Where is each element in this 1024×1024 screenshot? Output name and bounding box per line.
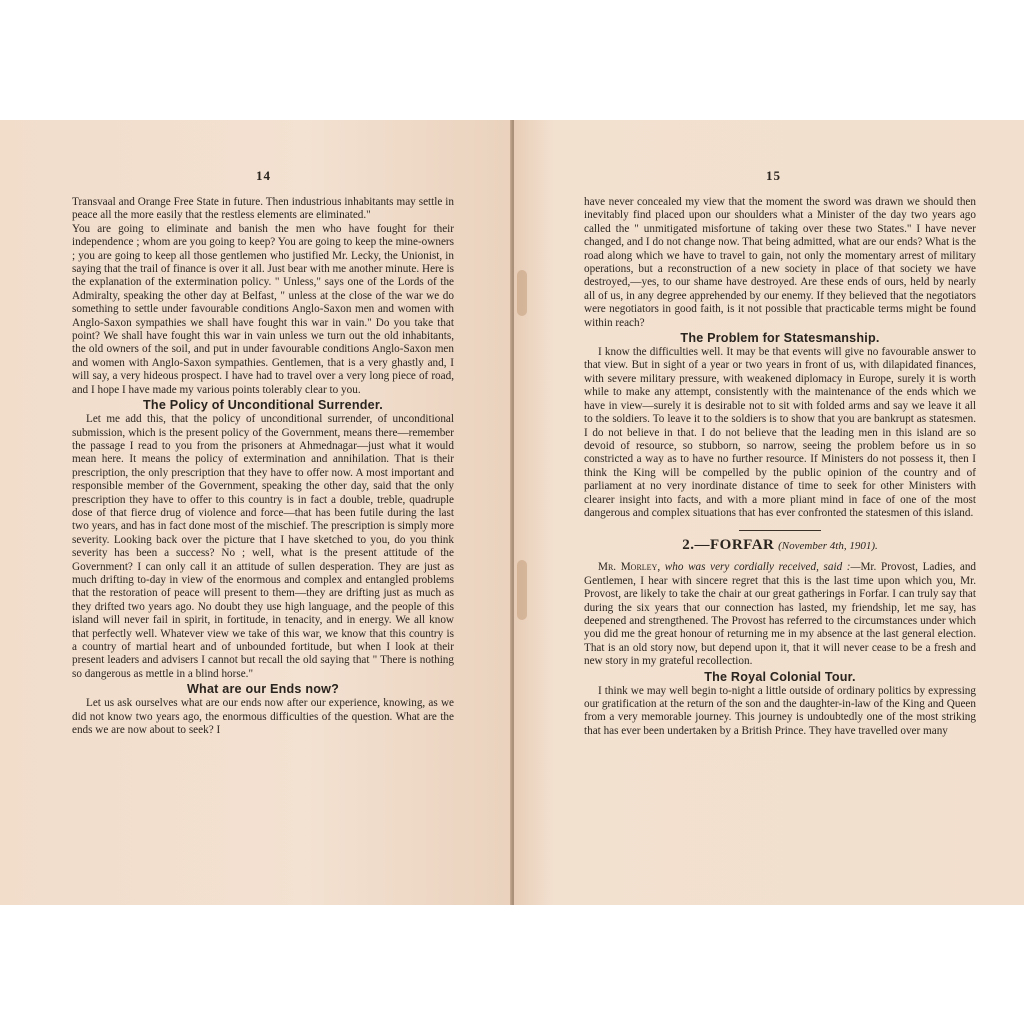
right-page-text [584,196,976,738]
paragraph: I know the difficulties well. It may be that events will give no favourable answer to that view. But in sight of a year or two years in front of us, with dilapidated finances, with severe military pressure, with weakened diplomacy in Europe, surely it is worth while to make any attempt, consistently with the maintenance of the ends which we have in view—surely it is desirable not to sit with folded arms and say we leave it all to the soldiers. To leave it to the soldiers is to show that you are bankrupt as statesmen. I do not believe in that. I do not believe that the leading men in this island are so devoid of resource, so stubborn, so narrow, seeing the problem before us in so constricted a way as to have no further resource. If Ministers do not possess it, then I think the King will be compelled by the public opinion of the country and of parliament at no very inordinate distance of time to seek for other Ministers with clearer insight into facts, and with a more pliant mind in face of one of the most dangerous and complex situations that has ever confronted the statesmen of this island. [584,346,976,519]
book-spread [0,120,1024,905]
right-page [514,120,1024,905]
paragraph [584,561,976,668]
paragraph: You are going to eliminate and banish the men who have fought for their independence ; whom are you going to keep? You are going to keep the mine-owners ; you are going to keep all those gentlemen who justified Mr. Lecky, the Unionist, in saying that the trail of finance is over it all. Just bear with me another minute. Here is the explanation of the extermination policy. " Unless," says one of the Lords of the Admiralty, speaking the other day at Belfast, " unless at the close of the war we do something to settle under favourable conditions Anglo-Saxon men and women with Anglo-Saxon sympathies we shall have fought this war in vain." Do you take that point? We shall have fought this war in vain unless we turn out the old inhabitants, the old owners of the soil, and put in under favourable conditions Anglo-Saxon men and women with Anglo-Saxon sympathies. Gentlemen, that is a very ghastly and, I will say, a very hideous prospect. I have had to travel over a very long piece of road, and I hope I have made my various points tolerably clear to you. [72,222,454,396]
speech-number: 2.—FORFAR [682,537,775,554]
left-page [0,120,512,905]
page-number-right: 15 [766,168,781,183]
paragraph: I think we may well begin to-night a little outside of ordinary politics by expressing our gratification at the return of the son and the daughter-in-law of the King and Queen from a very memorable journey. This journey is undoubtedly one of the most striking that has ever been undertaken by a British Prince. They have travelled over many [584,684,976,737]
paper-stain [517,560,527,620]
divider-rule [739,530,821,531]
section-heading: The Policy of Unconditional Surrender. [143,398,383,413]
paragraph-text: Mr. Provost, Ladies, and Gentlemen, I hear with sincere regret that this is the last time upon which you, Mr. Provost, are likely to take the chair at our great gatherings in Forfar. I can truly say that during the six years that our connection has lasted, my friendship, let me say, has deepened and strengthened. The Provost has referred to the circumstances under which you did me the great honour of returning me in my absence at the last general election. That is an old story now, but depend upon it, that it will never cease to be a fresh and new story in my grateful recollection. [584,561,977,668]
paper-stain [517,270,527,316]
section-heading: The Problem for Statesmanship. [680,331,880,346]
speech-title [584,536,976,555]
speaker-name: Mr. Morley, [598,561,661,574]
paragraph: Let me add this, that the policy of unconditional surrender, of unconditional submission, which is the present policy of the Government, means there—remember the passage I read to you from the prisoners at Ahmednagar—just what it would mean here. It means the policy of extermination and annihilation. That is their prescription, the only prescription that they have to offer now. A most important and responsible member of the Government, speaking the other day, said that the only prescription they have to offer to this country is in fact a double, treble, quadruple dose of that fierce drug of violence and force—that has been futile during the last two years, and has in fact done most of the mischief. The prescription is simply more severity. Looking back over the picture that I have sketched to you, do you think severity has been a success? No ; well, what is the present attitude of the Government? I can only call it an attitude of sullen desperation. They are just as much drifting to-day in view of the enormous and complex and entangled problems that the restoration of peace will present to them—they are drifting just as much as they drifted two years ago. No doubt they use high language, and the people of this island will never fail in spirit, in fortitude, in tenacity, and in energy. We all know that perfectly well. Whatever view we take of this war, we know that this country is a country of martial heart and of unbounded fortitude, but when I look at their present leaders and advisers I cannot but recall the old saying that " There is nothing so dangerous as mettle in a blind horse." [72,413,454,680]
paragraph: have never concealed my view that the moment the sword was drawn we should then inevitably find placed upon our shoulders what a Minister of the day two years ago called the " unmitigated misfortune of taking over these two States." I have never changed, and I do not change now. That being admitted, what are our ends? What is the road along which we have to travel to gain, not only the momentary arrest of military operations, but a reconstruction of a new society in place of that society we have destroyed,—yes, to our shame have destroyed. Are these ends of ours, held by nearly all of us, in any degree apprehended by our enemy. If they believed that the negotiators were negotiators in good faith, is it not possible that practicable terms might be found within reach? [584,196,976,329]
paragraph: Transvaal and Orange Free State in future. Then industrious inhabitants may settle in peace all the more easily that the restless elements are eliminated." [72,196,454,222]
speech-date: (November 4th, 1901). [778,540,878,553]
paragraph: Let us ask ourselves what are our ends now after our experience, knowing, as we did not know two years ago, the enormous difficulties of the question. What are the ends we are now about to seek? I [72,697,454,737]
section-heading: What are our Ends now? [186,682,340,697]
speaker-note: who was very cordially received, said :— [664,561,861,574]
left-page-text [72,196,454,737]
page-number-left: 14 [256,168,271,183]
section-heading: The Royal Colonial Tour. [704,669,856,684]
